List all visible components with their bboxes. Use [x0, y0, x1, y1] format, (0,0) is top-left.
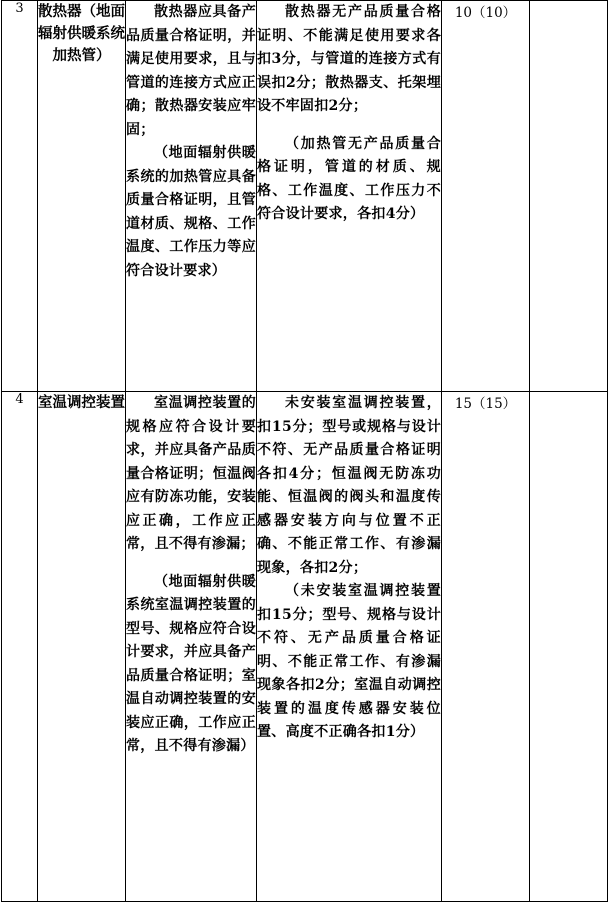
penalty-text-alt: （未安装室温调控装置扣15分；型号、规格与设计不符、无产品质量合格证明、不能正常工作、有渗漏现象各扣2分；室温自动调控装置的温度传感器安装位置、高度不正确各扣1分）: [257, 583, 441, 740]
table-row: [2, 392, 608, 902]
requirement-cell: [126, 392, 257, 902]
table-row: [2, 1, 608, 392]
inspection-item: 室温调控装置: [38, 392, 126, 902]
requirement-text: 散热器应具备产品质量合格证明，并满足使用要求，且与管道的连接方式应正确；散热器安装应牢固；: [126, 4, 256, 138]
penalty-text: 未安装室温调控装置，扣15分；型号或规格与设计不符、无产品质量合格证明各扣4分；恒温阀无防冻功能、恒温阀的阀头和温度传感器安装方向与位置不正确、不能正常工作、有渗漏现象，各扣2分；: [257, 395, 441, 576]
requirement-text-alt: （地面辐射供暖系统室温调控装置的型号、规格应符合设计要求，并应具备产品质量合格证明；室温自动调控装置的安装应正确，工作应正常，且不得有渗漏）: [126, 573, 256, 754]
row-number: 4: [2, 392, 38, 902]
empty-cell: [530, 392, 608, 902]
requirement-cell: [126, 1, 257, 392]
row-number: 3: [2, 1, 38, 392]
score-cell: 15（15）: [442, 392, 530, 902]
inspection-item: 散热器（地面辐射供暖系统加热管）: [38, 1, 126, 392]
penalty-text: 散热器无产品质量合格证明、不能满足使用要求各扣3分，与管道的连接方式有误扣2分；散热器支、托架埋设不牢固扣2分；: [257, 4, 441, 114]
penalty-cell: [257, 1, 442, 392]
score-cell: 10（10）: [442, 1, 530, 392]
requirement-text-alt: （地面辐射供暖系统的加热管应具备质量合格证明，且管道材质、规格、工作温度、工作压力等应符合设计要求）: [126, 145, 256, 279]
inspection-table: [1, 0, 608, 902]
penalty-cell: [257, 392, 442, 902]
penalty-text-alt: （加热管无产品质量合格证明，管道的材质、规格、工作温度、工作压力不符合设计要求，各扣4分）: [257, 135, 441, 222]
empty-cell: [530, 1, 608, 392]
requirement-text: 室温调控装置的规格应符合设计要求，并应具备产品质量合格证明；恒温阀应有防冻功能，安装应正确，工作应正常，且不得有渗漏；: [126, 395, 256, 552]
